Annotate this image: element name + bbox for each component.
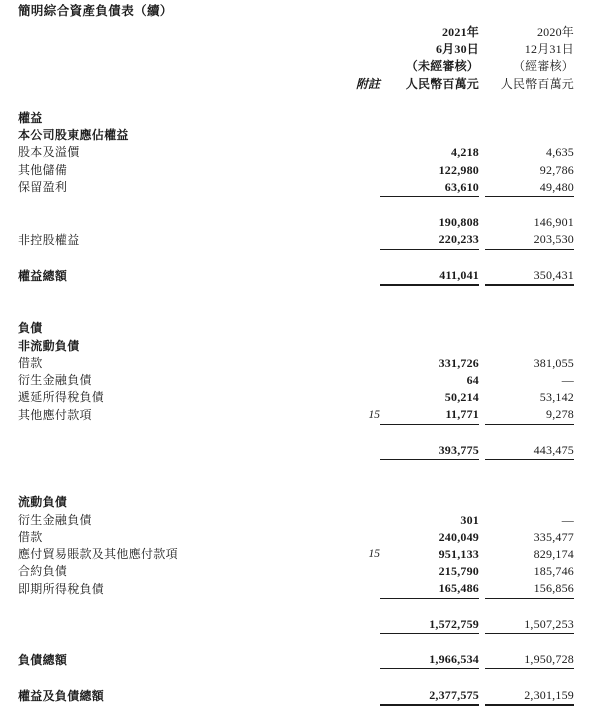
row-value-2021: 301 [460,512,479,527]
row-label: 保留盈利 [18,180,68,195]
row-value-2021: 122,980 [438,162,479,177]
subtotal-note [336,442,380,460]
header-col1-date: 6月30日 [435,42,479,57]
grand-total-label: 權益及負債總額 [18,688,105,703]
row-value-2020: 9,278 [485,406,574,424]
section-heading-liabilities [18,320,574,337]
row-value-2021: 11,771 [380,406,479,424]
row-value-2020: 156,856 [485,580,574,598]
row-value-2021: 4,218 [451,145,479,160]
row-note [336,162,380,179]
row-note [336,529,380,546]
row-value-2020: — [561,372,574,387]
liabilities-heading-note [336,320,380,337]
row-label: 衍生金融負債 [18,512,92,527]
table-row [18,563,574,580]
header-row-year [18,24,574,41]
page-title: 簡明綜合資產負債表（續） [18,4,173,18]
row-value-2021: 63,610 [380,179,479,197]
table-row [18,546,574,563]
total-row-equity [18,267,574,285]
row-value-2021: 50,214 [444,390,479,405]
subtotal-value-2021: 1,572,759 [380,616,479,634]
subtotal-value-2020: 146,901 [533,215,574,230]
row-value-2020: 4,635 [546,145,574,160]
table-row [18,406,574,424]
spacer [18,197,574,215]
header-row-currency [18,76,574,93]
subsection-heading-equity-attributable [18,127,574,144]
non-current-subheading: 非流動負債 [18,338,80,353]
total-row-equity-and-liabilities [18,687,574,705]
balance-sheet-table [18,24,574,706]
subsection-heading-non-current-liabilities [18,338,574,355]
row-label: 其他儲備 [18,162,68,177]
row-value-2020: 829,174 [533,546,574,561]
row-label: 衍生金融負債 [18,372,92,387]
header-spacer-3 [18,58,336,75]
header-spacer-2 [18,41,336,58]
header-col2-currency: 人民幣百萬元 [500,76,574,91]
spacer [18,303,574,320]
row-label: 借款 [18,529,43,544]
total-label: 負債總額 [18,652,68,667]
header-col1-currency: 人民幣百萬元 [405,76,479,91]
subtotal-label [18,616,336,634]
table-row [18,529,574,546]
table-row [18,355,574,372]
row-value-2020: 49,480 [485,179,574,197]
liabilities-heading-v1 [380,320,479,337]
row-label: 應付貿易賬款及其他應付款項 [18,546,178,561]
subtotal-note [336,616,380,634]
subtotal-value-2020: 1,507,253 [485,616,574,634]
current-subheading-note [336,494,380,511]
total-label: 權益總額 [18,268,68,283]
equity-heading-v1 [380,110,479,127]
header-col2-year: 2020年 [536,25,574,39]
header-col2-date: 12月31日 [524,42,574,57]
spacer [18,93,574,110]
header-note-label: 附註 [355,76,380,91]
header-spacer [18,24,336,41]
subtotal-row-equity-attributable [18,214,574,231]
subtotal-label [18,442,336,460]
equity-heading-note [336,110,380,127]
row-value-2021: 165,486 [380,580,479,598]
header-spacer-4 [18,76,336,93]
table-row-nci [18,231,574,249]
row-value-2021: 240,049 [438,529,479,544]
row-note [336,355,380,372]
header-note-spacer-2 [336,41,380,58]
row-note: 15 [368,547,380,560]
table-row [18,372,574,389]
equity-heading: 權益 [18,111,43,125]
current-subheading-v2 [485,494,574,511]
total-value-2020: 350,431 [485,267,574,285]
row-label: 遞延所得稅負債 [18,390,105,405]
total-note [336,651,380,669]
table-row [18,162,574,179]
subtotal-value-2021: 190,808 [438,215,479,230]
grand-total-value-2020: 2,301,159 [485,687,574,705]
equity-heading-v2 [485,110,574,127]
equity-subheading-v2 [485,127,574,144]
row-value-2020: 203,530 [485,231,574,249]
row-value-2020: — [561,512,574,527]
header-col1-audit-status: （未經審核） [405,59,479,74]
row-value-2020: 185,746 [533,564,574,579]
header-col2-audit-status: （經審核） [512,59,574,74]
current-subheading: 流動負債 [18,495,68,510]
table-row [18,144,574,161]
total-value-2021: 411,041 [380,267,479,285]
header-row-audit [18,58,574,75]
non-current-subheading-note [336,338,380,355]
equity-subheading: 本公司股東應佔權益 [18,128,129,143]
spacer [18,633,574,651]
subsection-heading-current-liabilities [18,494,574,511]
row-note [336,231,380,249]
spacer [18,459,574,477]
equity-subheading-v1 [380,127,479,144]
spacer [18,598,574,616]
row-value-2020: 335,477 [533,529,574,544]
non-current-subheading-v2 [485,338,574,355]
spacer [18,424,574,442]
liabilities-heading: 負債 [18,321,43,336]
header-note-spacer [336,24,380,41]
current-subheading-v1 [380,494,479,511]
row-label: 即期所得稅負債 [18,581,105,596]
subtotal-note [336,214,380,231]
header-note-spacer-3 [336,58,380,75]
subtotal-row-non-current-liabilities [18,442,574,460]
row-label: 合約負債 [18,564,68,579]
row-value-2020: 92,786 [539,162,574,177]
subtotal-label [18,214,336,231]
row-value-2021: 220,233 [380,231,479,249]
liabilities-heading-v2 [485,320,574,337]
spacer [18,285,574,303]
row-note: 15 [368,408,380,421]
subtotal-value-2021: 393,775 [380,442,479,460]
row-note [336,144,380,161]
spacer [18,249,574,267]
subtotal-value-2020: 443,475 [485,442,574,460]
spacer [18,669,574,687]
row-label: 股本及溢價 [18,145,80,160]
row-value-2020: 53,142 [539,390,574,405]
table-row [18,179,574,197]
table-row [18,580,574,598]
total-note [336,267,380,285]
row-value-2021: 215,790 [438,564,479,579]
row-value-2021: 331,726 [438,355,479,370]
row-note [336,372,380,389]
total-row-liabilities [18,651,574,669]
row-note [336,389,380,406]
equity-subheading-note [336,127,380,144]
spacer [18,477,574,494]
grand-total-value-2021: 2,377,575 [380,687,479,705]
header-row-date [18,41,574,58]
total-value-2021: 1,966,534 [380,651,479,669]
row-value-2020: 381,055 [533,355,574,370]
section-heading-equity [18,110,574,127]
header-col1-year: 2021年 [441,25,479,39]
subtotal-row-current-liabilities [18,616,574,634]
row-note [336,580,380,598]
row-note [336,563,380,580]
row-label: 借款 [18,355,43,370]
grand-total-note [336,687,380,705]
row-note [336,512,380,529]
total-value-2020: 1,950,728 [485,651,574,669]
row-label: 非控股權益 [18,232,80,247]
row-value-2021: 951,133 [438,546,479,561]
row-note [336,179,380,197]
row-label: 其他應付款項 [18,407,92,422]
table-row [18,512,574,529]
non-current-subheading-v1 [380,338,479,355]
table-row [18,389,574,406]
row-value-2021: 64 [466,372,479,387]
